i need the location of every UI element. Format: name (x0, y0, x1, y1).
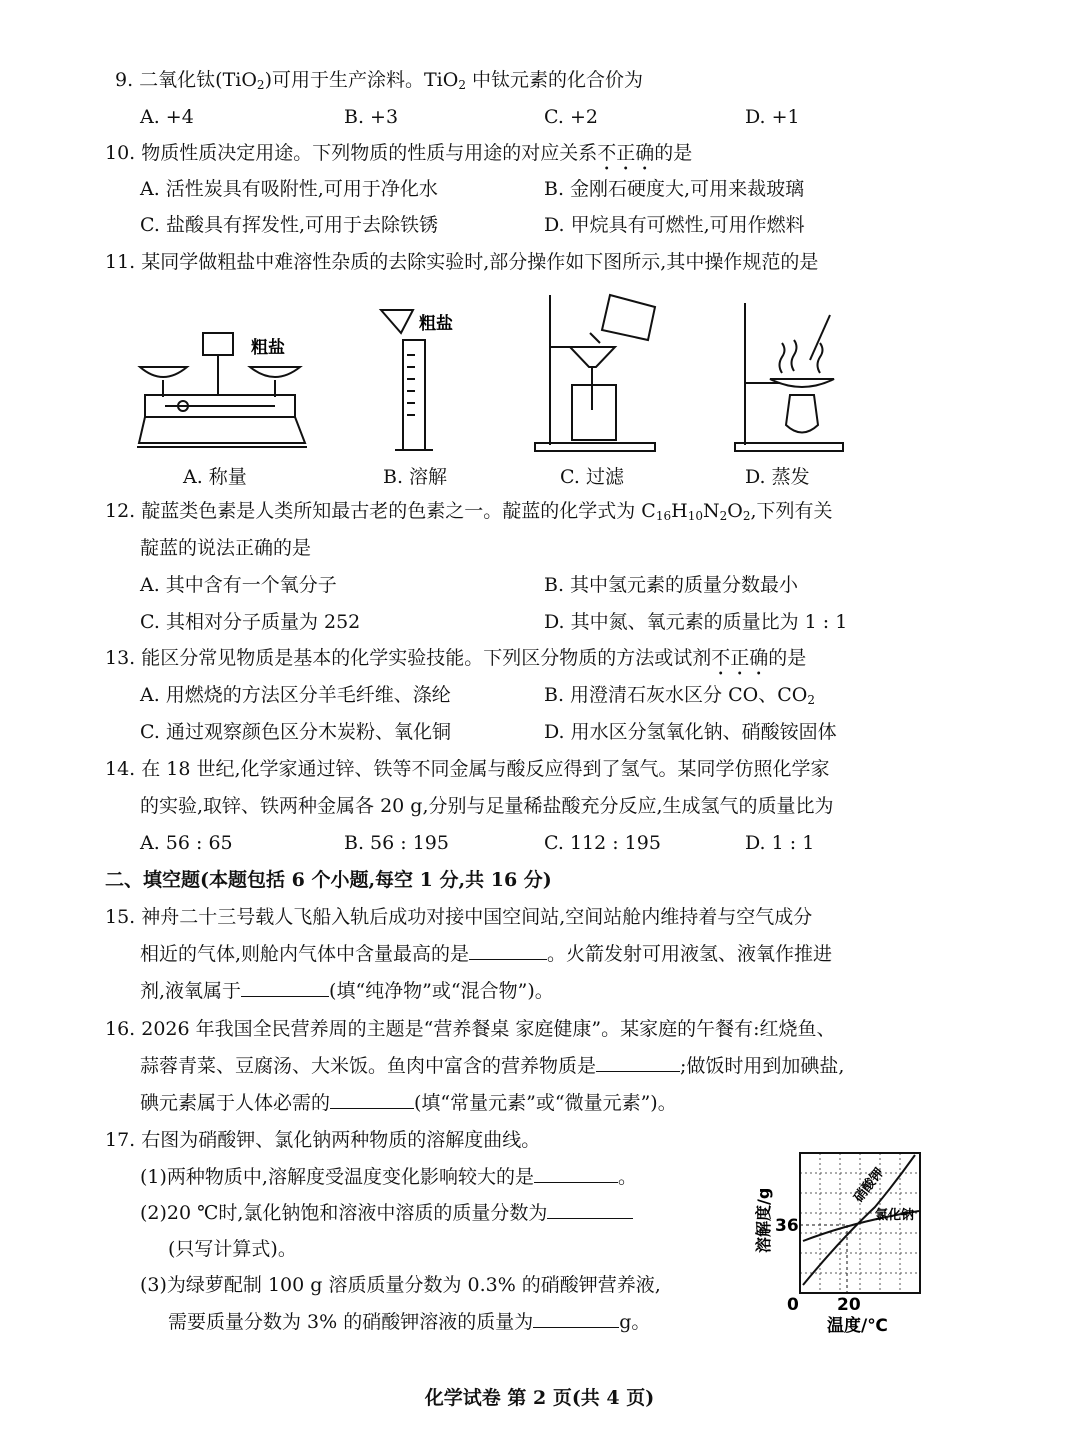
q13-option-d: D. 用水区分氢氧化钠、硝酸铵固体 (544, 721, 837, 743)
q10-option-b: B. 金刚石硬度大,可用来裁玻璃 (544, 178, 805, 200)
q14-stem: 14. 在 18 世纪,化学家通过锌、铁等不同金属与酸反应得到了氢气。某同学仿照化学家 (105, 758, 830, 780)
x-tick-20: 20 (837, 1295, 861, 1315)
q16-blank-2[interactable] (330, 1090, 414, 1109)
q16-line2: 蒜蓉青菜、豆腐汤、大米饭。鱼肉中富含的营养物质是 ;做饭时用到加碘盐, (140, 1055, 845, 1077)
q16-blank-1[interactable] (596, 1053, 680, 1072)
q15-blank-2[interactable] (241, 978, 329, 997)
q15-blank-1[interactable] (469, 941, 547, 960)
q11-caption-a: A. 称量 (183, 466, 247, 488)
q15-line2: 相近的气体,则舱内气体中含量最高的是 。火箭发射可用液氢、液氧作推进 (140, 943, 833, 965)
x-tick-0: 0 (787, 1295, 799, 1315)
q9-stem: 9. 二氧化钛(TiO$_2$)可用于生产涂料。TiO$_2$ 中钛元素的化合价为 (115, 69, 643, 92)
section-2-heading: 二、填空题(本题包括 6 个小题,每空 1 分,共 16 分) (105, 869, 552, 891)
q12-option-d: D. 其中氮、氧元素的质量比为 1 : 1 (544, 611, 848, 633)
cylinder-figure (375, 305, 465, 455)
q11-caption-b: B. 溶解 (383, 466, 448, 488)
series-label-kno3: 硝酸钾 (851, 1165, 888, 1206)
q17-blank-1[interactable] (534, 1164, 618, 1183)
q15-line3: 剂,液氧属于 (填“纯净物”或“混合物”)。 (140, 980, 554, 1002)
q17-blank-3[interactable] (533, 1309, 619, 1328)
q10-stem: 10. 物质性质决定用途。下列物质的性质与用途的对应关系不正确的是 (105, 142, 693, 164)
q17-part3-line2: 需要质量分数为 3% 的硝酸钾溶液的质量为 g。 (168, 1311, 651, 1333)
q13-stem: 13. 能区分常见物质是基本的化学实验技能。下列区分物质的方法或试剂不正确的是 (105, 647, 807, 669)
q10-option-a: A. 活性炭具有吸附性,可用于净化水 (140, 178, 438, 200)
q11-caption-d: D. 蒸发 (745, 466, 810, 488)
q11-stem: 11. 某同学做粗盐中难溶性杂质的去除实验时,部分操作如下图所示,其中操作规范的是 (105, 251, 819, 273)
q11-caption-c: C. 过滤 (560, 466, 624, 488)
q17-part2-note: (只写计算式)。 (168, 1238, 297, 1260)
q14-option-b: B. 56 : 195 (344, 832, 449, 854)
filtration-figure (530, 285, 670, 455)
q12-stem-line2: 靛蓝的说法正确的是 (140, 537, 312, 559)
evaporation-figure (730, 295, 850, 455)
q17-part1: (1)两种物质中,溶解度受温度变化影响较大的是 。 (140, 1166, 637, 1188)
q13-option-b: B. 用澄清石灰水区分 CO、$CO_2$ (544, 684, 815, 707)
series-label-nacl: 氯化钠 (875, 1208, 915, 1223)
q16-line3: 碘元素属于人体必需的 (填“常量元素”或“微量元素”)。 (140, 1092, 677, 1114)
q14-option-a: A. 56 : 65 (140, 832, 233, 854)
q15-stem: 15. 神舟二十三号载人飞船入轨后成功对接中国空间站,空间站舱内维持着与空气成分 (105, 906, 813, 928)
q12-option-b: B. 其中氢元素的质量分数最小 (544, 574, 799, 596)
coarse-salt-label-a: 粗盐 (251, 338, 285, 358)
page-footer: 化学试卷 第 2 页(共 4 页) (424, 1387, 655, 1409)
y-axis-label: 溶解度/g (754, 1187, 773, 1253)
q14-stem-line2: 的实验,取锌、铁两种金属各 20 g,分别与足量稀盐酸充分反应,生成氢气的质量比为 (140, 795, 834, 817)
q12-stem: 12. 靛蓝类色素是人类所知最古老的色素之一。靛蓝的化学式为 $C_{16}H_{10}N_2O_2$,下列有关 (105, 500, 833, 523)
q13-option-c: C. 通过观察颜色区分木炭粉、氧化铜 (140, 721, 451, 743)
q17-part3: (3)为绿萝配制 100 g 溶质质量分数为 0.3% 的硝酸钾营养液, (140, 1274, 661, 1296)
q9-option-a: A. +4 (140, 106, 194, 128)
q16-stem: 16. 2026 年我国全民营养周的主题是“营养餐桌 家庭健康”。某家庭的午餐有:红烧鱼、 (105, 1018, 836, 1040)
y-tick-36: 36 (775, 1216, 799, 1236)
solubility-chart (745, 1145, 935, 1340)
q14-option-d: D. 1 : 1 (745, 832, 815, 854)
q10-option-d: D. 甲烷具有可燃性,可用作燃料 (544, 214, 805, 236)
q17-stem: 17. 右图为硝酸钾、氯化钠两种物质的溶解度曲线。 (105, 1129, 541, 1151)
q17-blank-2[interactable] (547, 1200, 633, 1219)
q12-option-c: C. 其相对分子质量为 252 (140, 611, 361, 633)
q9-option-c: C. +2 (544, 106, 598, 128)
q9-option-d: D. +1 (745, 106, 800, 128)
q17-part2: (2)20 ℃时,氯化钠饱和溶液中溶质的质量分数为 (140, 1200, 633, 1226)
q9-option-b: B. +3 (344, 106, 399, 128)
q13-option-a: A. 用燃烧的方法区分羊毛纤维、涤纶 (140, 684, 451, 706)
balance-figure (135, 325, 310, 455)
coarse-salt-label-b: 粗盐 (419, 314, 453, 334)
q14-option-c: C. 112 : 195 (544, 832, 661, 854)
x-axis-label: 温度/℃ (827, 1316, 888, 1336)
q12-option-a: A. 其中含有一个氧分子 (140, 574, 337, 596)
q10-option-c: C. 盐酸具有挥发性,可用于去除铁锈 (140, 214, 438, 236)
